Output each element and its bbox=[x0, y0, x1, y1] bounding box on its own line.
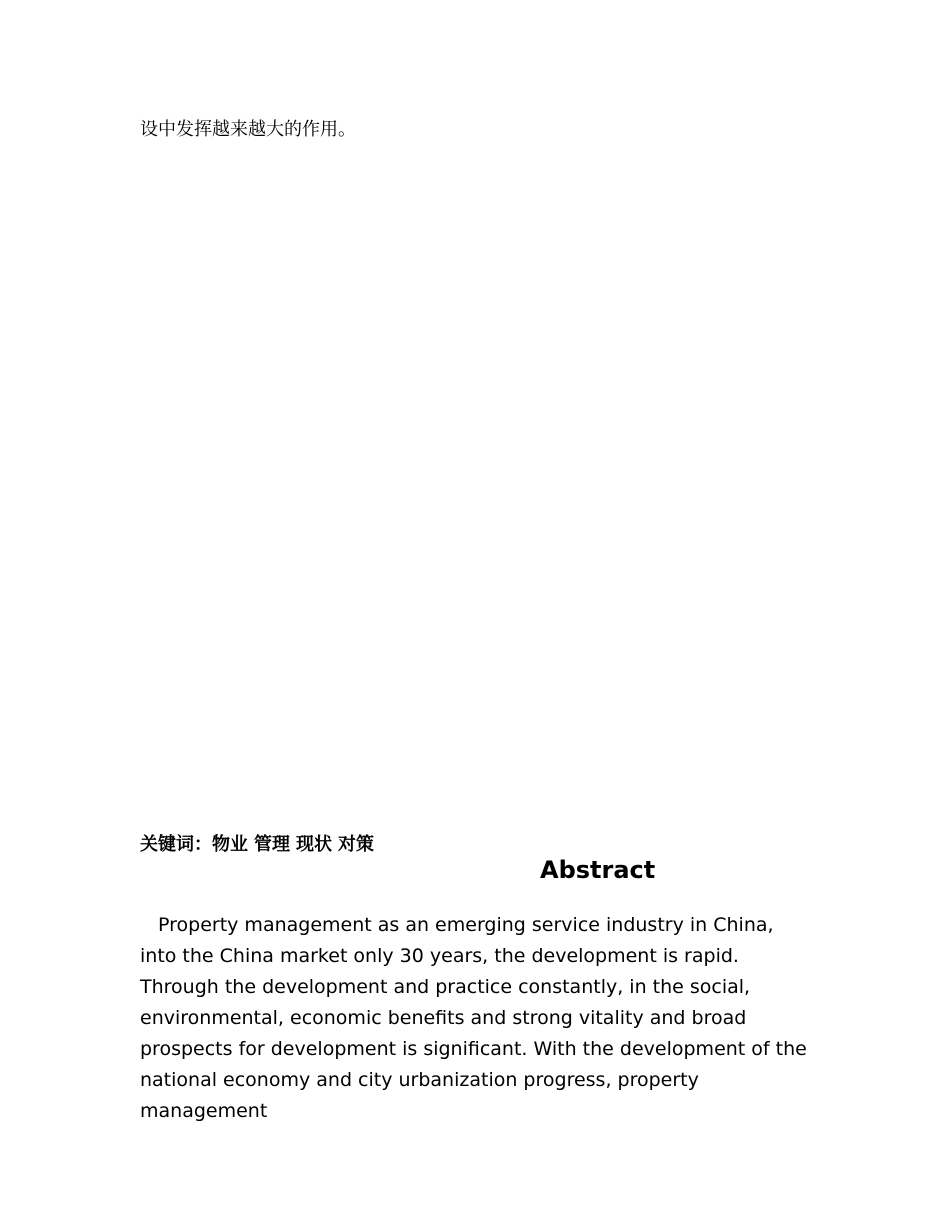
keyword-term: 对策 bbox=[338, 834, 374, 855]
keyword-term: 管理 bbox=[254, 834, 290, 855]
keywords-line bbox=[140, 833, 374, 857]
abstract-body: Property management as an emerging service industry in China, into the China market only 30 years, the development is rapid. Through the development and practice constantly, in the social, environmental, economic benefits and strong vitality and broad prospects for development is significant. With the development of the national economy and city urbanization progress, property management bbox=[140, 914, 807, 1122]
keyword-term: 现状 bbox=[296, 834, 332, 855]
chinese-abstract-continuation: 设中发挥越来越大的作用。 bbox=[140, 119, 356, 140]
keyword-term: 物业 bbox=[212, 834, 248, 855]
keywords-label: 关键词： bbox=[140, 834, 212, 855]
abstract-heading: Abstract bbox=[540, 856, 656, 884]
